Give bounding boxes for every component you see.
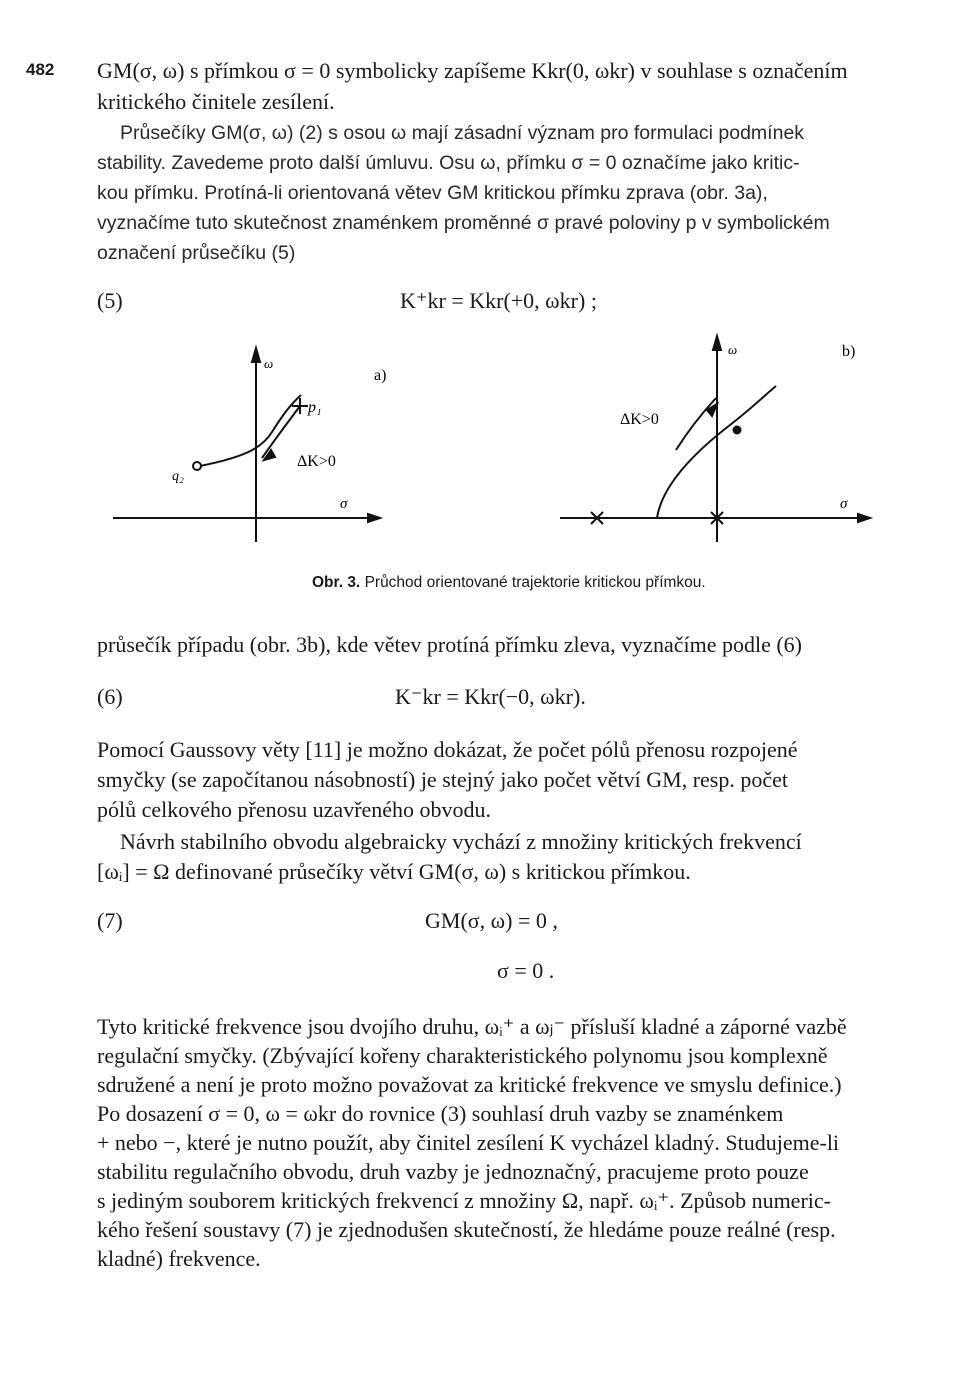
text-line: kritického činitele zesílení. [97, 89, 335, 114]
label-p1: p₁ [308, 399, 322, 416]
text-line: průsečík případu (obr. 3b), kde větev protíná přímku zleva, vyznačíme podle (6) [97, 632, 802, 657]
equation-label-5: (5) [97, 288, 123, 313]
text-line: smyčky (se započítanou násobností) je stejný jako počet větví GM, resp. počet [97, 767, 788, 792]
panel-label-b: b) [842, 343, 856, 360]
text-line: + nebo −, které je nutno použít, aby činitel zesílení K vycházel kladný. Studujeme-li [97, 1130, 840, 1155]
trajectory-branch [200, 395, 301, 466]
equation-5: K⁺kr = Kkr(+0, ωkr) ; [400, 288, 597, 313]
figure-3 [0, 320, 960, 570]
caption-text: Průchod orientované trajektorie kritickou přímkou. [364, 574, 706, 591]
arrow-icon [252, 348, 260, 362]
text-line: GM(σ, ω) s přímkou σ = 0 symbolicky zapíšeme Kkr(0, ωkr) v souhlase s označením [97, 58, 848, 83]
axis-label-sigma: σ [340, 496, 348, 512]
text-line: s jediným souborem kritických frekvencí z množiny Ω, např. ωᵢ⁺. Způsob numeric- [97, 1188, 831, 1213]
equation-label-7: (7) [97, 908, 123, 933]
equation-7-line-1: GM(σ, ω) = 0 , [425, 908, 558, 933]
equation-6: K⁻kr = Kkr(−0, ωkr). [395, 684, 586, 709]
arrow-icon [368, 514, 380, 522]
label-delta-k: ΔK>0 [620, 411, 659, 428]
zero-q2-marker [193, 462, 201, 470]
text-line: sdružené a není je proto možno považovat za kritické frekvence ve smyslu definice.) [97, 1072, 842, 1097]
label-q2: q₂ [172, 469, 184, 484]
text-line: kého řešení soustavy (7) je zjednodušen skutečností, že hledáme pouze reálné (resp. [97, 1217, 836, 1242]
arrow-icon [713, 336, 721, 350]
crossing-marker [734, 427, 741, 434]
arrow-icon [858, 514, 870, 522]
equation-7-line-2: σ = 0 . [497, 958, 555, 983]
axis-label-sigma: σ [840, 496, 848, 512]
text-line: vyznačíme tuto skutečnost znaménkem proměnné σ pravé poloviny p v symbolickém [97, 212, 830, 234]
figure-3b [560, 336, 870, 542]
label-delta-k: ΔK>0 [297, 453, 336, 470]
axis-label-omega: ω [264, 356, 274, 371]
text-line: Návrh stabilního obvodu algebraicky vychází z množiny kritických frekvencí [120, 829, 802, 854]
equation-label-6: (6) [97, 684, 123, 709]
text-line: Pomocí Gaussovy věty [11] je možno dokázat, že počet pólů přenosu rozpojené [97, 737, 798, 762]
text-line: označení průsečíku (5) [97, 242, 296, 264]
trajectory-branch [262, 406, 300, 458]
panel-label-a: a) [374, 367, 387, 384]
text-line: [ωᵢ] = Ω definované průsečíky větví GM(σ, ω) s kritickou přímkou. [97, 859, 691, 884]
figure-caption [312, 574, 706, 592]
text-line: Tyto kritické frekvence jsou dvojího druhu, ωᵢ⁺ a ωⱼ⁻ přísluší kladné a záporné vazbě [97, 1014, 847, 1039]
text-line: kou přímku. Protíná-li orientovaná větev GM kritickou přímku zprava (obr. 3a), [97, 182, 768, 204]
text-line: Průsečíky GM(σ, ω) (2) s osou ω mají zásadní význam pro formulaci podmínek [120, 122, 805, 144]
axis-label-omega: ω [728, 342, 738, 357]
page-number: 482 [26, 60, 55, 79]
figure-3a [113, 348, 380, 542]
text-line: stabilitu regulačního obvodu, druh vazby je jednoznačný, pracujeme proto pouze [97, 1159, 809, 1184]
text-line: Po dosazení σ = 0, ω = ωkr do rovnice (3) souhlasí druh vazby se znaménkem [97, 1101, 784, 1126]
text-line: stability. Zavedeme proto další úmluvu. Osu ω, přímku σ = 0 označíme jako kritic- [97, 152, 800, 174]
text-line: kladné) frekvence. [97, 1246, 261, 1271]
text-line: regulační smyčky. (Zbývající kořeny charakteristického polynomu jsou komplexně [97, 1043, 828, 1068]
text-line: pólů celkového přenosu uzavřeného obvodu. [97, 797, 492, 822]
caption-number: Obr. 3. [312, 574, 361, 591]
